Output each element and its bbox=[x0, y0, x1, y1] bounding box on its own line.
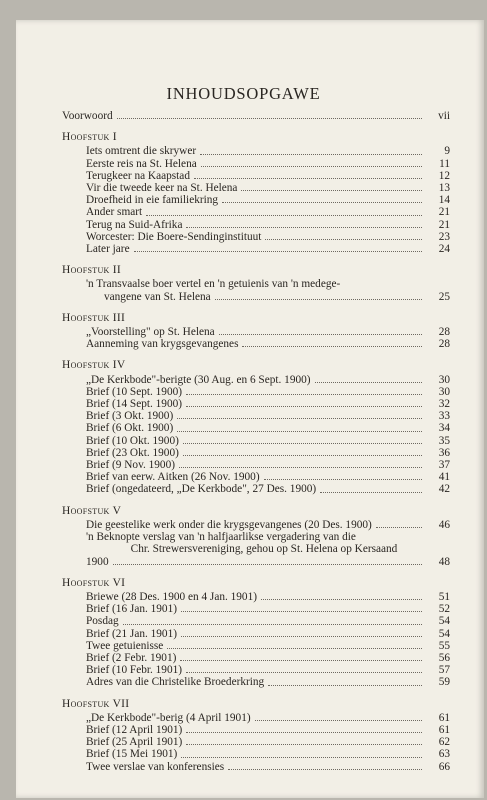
leader-dots bbox=[177, 417, 422, 419]
leader-dots bbox=[186, 226, 422, 228]
entry-page: 54 bbox=[438, 627, 450, 640]
leader-dots bbox=[241, 189, 422, 191]
chapter-heading: Hoofstuk IV bbox=[62, 359, 126, 372]
entry-page: 48 bbox=[438, 555, 450, 568]
leader-dots bbox=[113, 563, 422, 565]
entry-page: 9 bbox=[444, 145, 450, 158]
leader-dots bbox=[194, 177, 422, 179]
chapter-heading: Hoofstuk I bbox=[62, 131, 117, 144]
toc-entry bbox=[62, 386, 450, 398]
toc-entry bbox=[62, 243, 450, 255]
entry-page: 25 bbox=[438, 290, 450, 303]
toc-entry bbox=[62, 194, 450, 206]
toc-entry bbox=[62, 447, 450, 459]
toc-entry-foreword bbox=[62, 110, 450, 122]
toc-entry bbox=[62, 471, 450, 483]
leader-dots bbox=[117, 117, 422, 119]
leader-dots bbox=[180, 659, 422, 661]
entry-page: 23 bbox=[438, 230, 450, 243]
toc-entry bbox=[62, 652, 450, 664]
leader-dots bbox=[181, 756, 422, 758]
table-of-contents bbox=[62, 110, 450, 773]
chapter-heading: Hoofstuk III bbox=[62, 311, 126, 324]
leader-dots bbox=[186, 405, 422, 407]
toc-entry bbox=[62, 459, 450, 471]
leader-dots bbox=[255, 719, 422, 721]
entry-text: Brief (12 April 1901) bbox=[86, 723, 183, 736]
entry-page: 28 bbox=[438, 326, 450, 339]
toc-entry bbox=[62, 145, 450, 157]
leader-dots bbox=[186, 393, 422, 395]
toc-entry bbox=[62, 435, 450, 447]
entry-text: Ander smart bbox=[86, 206, 143, 219]
entry-page: 61 bbox=[438, 711, 450, 724]
leader-dots bbox=[261, 598, 422, 600]
toc-entry bbox=[62, 531, 450, 543]
entry-text: 'n Beknopte verslag van 'n halfjaarlikse vergadering van die bbox=[86, 531, 356, 544]
toc-entry bbox=[62, 483, 450, 495]
toc-entry bbox=[62, 761, 450, 773]
entry-text: Aanneming van krygsgevangenes bbox=[86, 338, 239, 351]
entry-text: Brief (10 Febr. 1901) bbox=[86, 664, 183, 677]
entry-page: 24 bbox=[438, 243, 450, 256]
leader-dots bbox=[186, 671, 422, 673]
toc-entry bbox=[62, 712, 450, 724]
toc-entry bbox=[62, 640, 450, 652]
entry-text: Adres van die Christelike Broederkring bbox=[86, 676, 265, 689]
chapter-heading: Hoofstuk VI bbox=[62, 576, 126, 589]
entry-text: Brief (14 Sept. 1900) bbox=[86, 398, 183, 411]
entry-text: Posdag bbox=[86, 615, 119, 628]
toc-entry bbox=[62, 170, 450, 182]
leader-dots bbox=[186, 731, 422, 733]
entry-text: Vir die tweede keer na St. Helena bbox=[86, 182, 238, 195]
entry-page: 51 bbox=[438, 590, 450, 603]
entry-page: 41 bbox=[438, 471, 450, 484]
leader-dots bbox=[228, 768, 422, 770]
entry-text: Twee verslae van konferensies bbox=[86, 760, 225, 773]
toc-entry bbox=[62, 410, 450, 422]
leader-dots bbox=[181, 610, 422, 612]
entry-text: Brief (15 Mei 1901) bbox=[86, 748, 178, 761]
entry-text: Briewe (28 Des. 1900 en 4 Jan. 1901) bbox=[86, 590, 257, 603]
chapter-heading: Hoofstuk V bbox=[62, 504, 122, 517]
entry-text: Brief (10 Okt. 1900) bbox=[86, 434, 179, 447]
chapter-heading: Hoofstuk II bbox=[62, 264, 122, 277]
entry-page: 56 bbox=[438, 651, 450, 664]
leader-dots bbox=[315, 381, 422, 383]
entry-text-continuation: vangene van St. Helena bbox=[104, 290, 211, 303]
toc-entry bbox=[62, 206, 450, 218]
entry-page: 63 bbox=[438, 748, 450, 761]
entry-page: 34 bbox=[438, 422, 450, 435]
toc-entry bbox=[62, 219, 450, 231]
entry-page: 30 bbox=[438, 373, 450, 386]
toc-entry bbox=[62, 603, 450, 615]
leader-dots bbox=[146, 214, 422, 216]
entry-page: 32 bbox=[438, 398, 450, 411]
entry-text: Brief (21 Jan. 1901) bbox=[86, 627, 177, 640]
leader-dots bbox=[222, 201, 422, 203]
entry-text: „De Kerkbode"-berig (4 April 1901) bbox=[86, 711, 251, 724]
leader-dots bbox=[181, 635, 422, 637]
toc-entry bbox=[62, 748, 450, 760]
entry-text: Terug na Suid-Afrika bbox=[86, 218, 183, 231]
leader-dots bbox=[219, 333, 422, 335]
leader-dots bbox=[201, 165, 422, 167]
entry-page: 30 bbox=[438, 385, 450, 398]
entry-page: 55 bbox=[438, 639, 450, 652]
toc-entry bbox=[62, 676, 450, 688]
entry-page: 66 bbox=[438, 760, 450, 773]
entry-text: Eerste reis na St. Helena bbox=[86, 157, 197, 170]
entry-page: 13 bbox=[438, 182, 450, 195]
toc-entry bbox=[62, 736, 450, 748]
entry-text-continuation: 1900 bbox=[86, 555, 109, 568]
entry-text-continuation: Chr. Strewersvereniging, gehou op St. Helena op Kersaand bbox=[130, 543, 398, 556]
entry-text: Brief van eerw. Aitken (26 Nov. 1900) bbox=[86, 471, 260, 484]
entry-page: 54 bbox=[438, 615, 450, 628]
leader-dots bbox=[183, 454, 422, 456]
entry-text: Voorwoord bbox=[62, 110, 113, 122]
toc-entry-continuation bbox=[62, 556, 450, 568]
leader-dots bbox=[320, 491, 422, 493]
toc-entry bbox=[62, 374, 450, 386]
entry-text: Brief (9 Nov. 1900) bbox=[86, 459, 175, 472]
entry-text: Brief (ongedateerd, „De Kerkbode", 27 Des. 1900) bbox=[86, 483, 317, 496]
entry-text: Brief (23 Okt. 1900) bbox=[86, 446, 179, 459]
entry-text: Iets omtrent die skrywer bbox=[86, 145, 197, 158]
entry-page: 46 bbox=[438, 518, 450, 531]
entry-text: Twee getuienisse bbox=[86, 639, 164, 652]
entry-page: 14 bbox=[438, 194, 450, 207]
entry-text: „Voorstelling" op St. Helena bbox=[86, 326, 215, 339]
entry-page: 52 bbox=[438, 603, 450, 616]
entry-text: Brief (2 Febr. 1901) bbox=[86, 651, 177, 664]
entry-page: 11 bbox=[439, 157, 450, 170]
leader-dots bbox=[167, 647, 422, 649]
entry-page: 37 bbox=[438, 459, 450, 472]
toc-entry-continuation bbox=[62, 543, 450, 555]
entry-page: 35 bbox=[438, 434, 450, 447]
toc-entry bbox=[62, 628, 450, 640]
toc-entry bbox=[62, 724, 450, 736]
entry-text: Brief (6 Okt. 1900) bbox=[86, 422, 174, 435]
entry-page: 21 bbox=[438, 218, 450, 231]
entry-page: 28 bbox=[438, 338, 450, 351]
entry-page: 12 bbox=[438, 169, 450, 182]
entry-text: 'n Transvaalse boer vertel en 'n getuienis van 'n medege- bbox=[86, 278, 341, 291]
leader-dots bbox=[268, 684, 422, 686]
toc-entry bbox=[62, 182, 450, 194]
entry-page: 33 bbox=[438, 410, 450, 423]
entry-page: 62 bbox=[438, 736, 450, 749]
entry-page: vii bbox=[438, 110, 450, 122]
entry-text: Brief (25 April 1901) bbox=[86, 736, 183, 749]
toc-entry bbox=[62, 278, 450, 290]
entry-text: Later jare bbox=[86, 243, 130, 256]
toc-entry bbox=[62, 338, 450, 350]
toc-entry bbox=[62, 158, 450, 170]
entry-text: „De Kerkbode"-berigte (30 Aug. en 6 Sept. 1900) bbox=[86, 373, 311, 386]
leader-dots bbox=[376, 526, 422, 528]
toc-entry bbox=[62, 615, 450, 627]
leader-dots bbox=[123, 623, 422, 625]
toc-entry bbox=[62, 664, 450, 676]
leader-dots bbox=[215, 298, 422, 300]
leader-dots bbox=[179, 466, 422, 468]
toc-entry bbox=[62, 398, 450, 410]
leader-dots bbox=[264, 478, 422, 480]
toc-entry-continuation bbox=[62, 291, 450, 303]
entry-text: Die geestelike werk onder die krygsgevangenes (20 Des. 1900) bbox=[86, 518, 372, 531]
entry-page: 36 bbox=[438, 446, 450, 459]
toc-entry bbox=[62, 326, 450, 338]
entry-text: Brief (16 Jan. 1901) bbox=[86, 603, 177, 616]
chapter-heading: Hoofstuk VII bbox=[62, 697, 130, 710]
entry-page: 61 bbox=[438, 723, 450, 736]
leader-dots bbox=[242, 345, 422, 347]
entry-page: 42 bbox=[438, 483, 450, 496]
toc-entry bbox=[62, 422, 450, 434]
entry-text: Worcester: Die Boere-Sendinginstituut bbox=[86, 230, 262, 243]
entry-page: 59 bbox=[438, 676, 450, 689]
toc-entry bbox=[62, 519, 450, 531]
entry-text: Droefheid in eie familiekring bbox=[86, 194, 219, 207]
entry-text: Terugkeer na Kaapstad bbox=[86, 169, 190, 182]
entry-page: 57 bbox=[438, 664, 450, 677]
leader-dots bbox=[186, 743, 422, 745]
entry-page: 21 bbox=[438, 206, 450, 219]
toc-entry bbox=[62, 231, 450, 243]
page-title: INHOUDSOPGAWE bbox=[166, 84, 321, 103]
leader-dots bbox=[200, 153, 422, 155]
toc-entry bbox=[62, 591, 450, 603]
leader-dots bbox=[183, 442, 422, 444]
entry-text: Brief (3 Okt. 1900) bbox=[86, 410, 174, 423]
leader-dots bbox=[177, 430, 422, 432]
leader-dots bbox=[134, 250, 422, 252]
chapter-list bbox=[62, 131, 450, 773]
entry-text: Brief (10 Sept. 1900) bbox=[86, 385, 183, 398]
leader-dots bbox=[265, 238, 422, 240]
